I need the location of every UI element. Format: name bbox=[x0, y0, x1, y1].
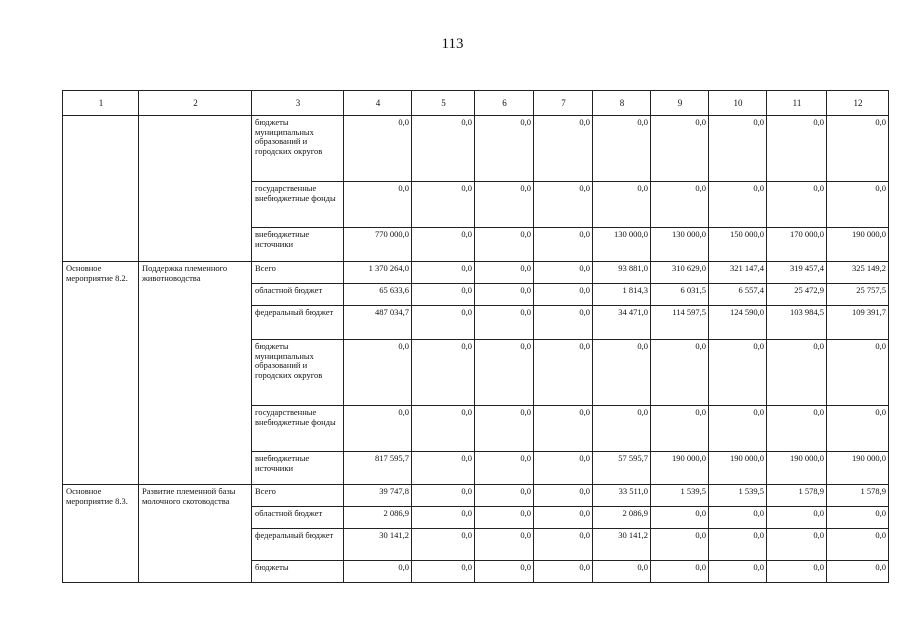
value-cell: 0,0 bbox=[412, 228, 475, 262]
value-cell: 25 757,5 bbox=[827, 284, 889, 306]
value-cell: 0,0 bbox=[475, 340, 534, 406]
value-cell: 0,0 bbox=[475, 561, 534, 583]
value-cell: 0,0 bbox=[709, 529, 767, 561]
event-name-cell bbox=[139, 116, 252, 262]
source-cell: внебюджетные источники bbox=[252, 228, 344, 262]
value-cell: 34 471,0 bbox=[593, 306, 651, 340]
value-cell: 0,0 bbox=[412, 452, 475, 485]
table-row bbox=[63, 485, 889, 507]
value-cell: 0,0 bbox=[412, 561, 475, 583]
value-cell: 0,0 bbox=[534, 116, 593, 182]
value-cell: 0,0 bbox=[709, 507, 767, 529]
event-name-cell: Развитие племенной базы молочного скотоводства bbox=[139, 485, 252, 583]
value-cell: 33 511,0 bbox=[593, 485, 651, 507]
column-header: 6 bbox=[475, 91, 534, 116]
value-cell: 0,0 bbox=[344, 116, 412, 182]
source-cell: государственные внебюджетные фонды bbox=[252, 182, 344, 228]
value-cell: 2 086,9 bbox=[593, 507, 651, 529]
value-cell: 0,0 bbox=[651, 340, 709, 406]
value-cell: 0,0 bbox=[534, 262, 593, 284]
value-cell: 0,0 bbox=[709, 182, 767, 228]
value-cell: 1 539,5 bbox=[651, 485, 709, 507]
value-cell: 0,0 bbox=[709, 116, 767, 182]
value-cell: 2 086,9 bbox=[344, 507, 412, 529]
value-cell: 1 578,9 bbox=[827, 485, 889, 507]
value-cell: 0,0 bbox=[475, 228, 534, 262]
event-cell bbox=[63, 116, 139, 262]
source-cell: Всего bbox=[252, 262, 344, 284]
value-cell: 0,0 bbox=[475, 284, 534, 306]
value-cell: 0,0 bbox=[475, 507, 534, 529]
value-cell: 0,0 bbox=[412, 262, 475, 284]
value-cell: 0,0 bbox=[651, 406, 709, 452]
value-cell: 103 984,5 bbox=[767, 306, 827, 340]
value-cell: 0,0 bbox=[534, 485, 593, 507]
value-cell: 0,0 bbox=[593, 561, 651, 583]
value-cell: 0,0 bbox=[412, 529, 475, 561]
source-cell: федеральный бюджет bbox=[252, 306, 344, 340]
value-cell: 319 457,4 bbox=[767, 262, 827, 284]
value-cell: 0,0 bbox=[534, 284, 593, 306]
value-cell: 190 000,0 bbox=[827, 452, 889, 485]
value-cell: 0,0 bbox=[412, 507, 475, 529]
value-cell: 321 147,4 bbox=[709, 262, 767, 284]
value-cell: 93 881,0 bbox=[593, 262, 651, 284]
value-cell: 30 141,2 bbox=[344, 529, 412, 561]
value-cell: 0,0 bbox=[827, 182, 889, 228]
value-cell: 0,0 bbox=[827, 116, 889, 182]
value-cell: 0,0 bbox=[593, 116, 651, 182]
table-row bbox=[63, 116, 889, 182]
column-header: 3 bbox=[252, 91, 344, 116]
column-header: 4 bbox=[344, 91, 412, 116]
value-cell: 0,0 bbox=[412, 306, 475, 340]
value-cell: 0,0 bbox=[593, 406, 651, 452]
value-cell: 0,0 bbox=[593, 182, 651, 228]
value-cell: 1 539,5 bbox=[709, 485, 767, 507]
value-cell: 0,0 bbox=[709, 561, 767, 583]
value-cell: 30 141,2 bbox=[593, 529, 651, 561]
value-cell: 6 557,4 bbox=[709, 284, 767, 306]
column-header: 9 bbox=[651, 91, 709, 116]
source-cell: областной бюджет bbox=[252, 507, 344, 529]
value-cell: 0,0 bbox=[767, 182, 827, 228]
value-cell: 0,0 bbox=[827, 561, 889, 583]
value-cell: 25 472,9 bbox=[767, 284, 827, 306]
value-cell: 0,0 bbox=[534, 452, 593, 485]
value-cell: 0,0 bbox=[475, 529, 534, 561]
event-name-cell: Поддержка племенного животноводства bbox=[139, 262, 252, 485]
value-cell: 0,0 bbox=[412, 182, 475, 228]
value-cell: 114 597,5 bbox=[651, 306, 709, 340]
value-cell: 0,0 bbox=[651, 529, 709, 561]
value-cell: 0,0 bbox=[475, 306, 534, 340]
value-cell: 0,0 bbox=[475, 262, 534, 284]
value-cell: 130 000,0 bbox=[651, 228, 709, 262]
value-cell: 1 814,3 bbox=[593, 284, 651, 306]
source-cell: внебюджетные источники bbox=[252, 452, 344, 485]
value-cell: 0,0 bbox=[534, 529, 593, 561]
value-cell: 310 629,0 bbox=[651, 262, 709, 284]
event-cell: Основное мероприятие 8.3. bbox=[63, 485, 139, 583]
page-number: 113 bbox=[441, 36, 464, 52]
value-cell: 0,0 bbox=[651, 116, 709, 182]
column-header: 12 bbox=[827, 91, 889, 116]
value-cell: 39 747,8 bbox=[344, 485, 412, 507]
value-cell: 0,0 bbox=[412, 406, 475, 452]
value-cell: 0,0 bbox=[767, 561, 827, 583]
value-cell: 0,0 bbox=[475, 182, 534, 228]
value-cell: 487 034,7 bbox=[344, 306, 412, 340]
column-header: 11 bbox=[767, 91, 827, 116]
value-cell: 817 595,7 bbox=[344, 452, 412, 485]
value-cell: 0,0 bbox=[475, 452, 534, 485]
source-cell: бюджеты муниципальных образований и городских округов bbox=[252, 116, 344, 182]
event-cell: Основное мероприятие 8.2. bbox=[63, 262, 139, 485]
value-cell: 0,0 bbox=[534, 228, 593, 262]
source-cell: федеральный бюджет bbox=[252, 529, 344, 561]
value-cell: 6 031,5 bbox=[651, 284, 709, 306]
value-cell: 0,0 bbox=[475, 406, 534, 452]
value-cell: 0,0 bbox=[827, 340, 889, 406]
value-cell: 0,0 bbox=[651, 561, 709, 583]
value-cell: 0,0 bbox=[344, 406, 412, 452]
value-cell: 325 149,2 bbox=[827, 262, 889, 284]
value-cell: 0,0 bbox=[534, 507, 593, 529]
column-header: 2 bbox=[139, 91, 252, 116]
value-cell: 0,0 bbox=[651, 507, 709, 529]
value-cell: 109 391,7 bbox=[827, 306, 889, 340]
value-cell: 0,0 bbox=[534, 406, 593, 452]
value-cell: 0,0 bbox=[827, 529, 889, 561]
value-cell: 0,0 bbox=[475, 485, 534, 507]
header-row bbox=[63, 91, 889, 116]
column-header: 10 bbox=[709, 91, 767, 116]
column-header: 8 bbox=[593, 91, 651, 116]
value-cell: 1 578,9 bbox=[767, 485, 827, 507]
value-cell: 190 000,0 bbox=[767, 452, 827, 485]
value-cell: 0,0 bbox=[767, 529, 827, 561]
budget-table bbox=[62, 90, 889, 583]
column-header: 5 bbox=[412, 91, 475, 116]
value-cell: 0,0 bbox=[767, 406, 827, 452]
value-cell: 124 590,0 bbox=[709, 306, 767, 340]
value-cell: 0,0 bbox=[651, 182, 709, 228]
value-cell: 65 633,6 bbox=[344, 284, 412, 306]
value-cell: 0,0 bbox=[827, 507, 889, 529]
value-cell: 170 000,0 bbox=[767, 228, 827, 262]
value-cell: 0,0 bbox=[827, 406, 889, 452]
source-cell: бюджеты муниципальных образований и городских округов bbox=[252, 340, 344, 406]
value-cell: 57 595,7 bbox=[593, 452, 651, 485]
value-cell: 150 000,0 bbox=[709, 228, 767, 262]
value-cell: 0,0 bbox=[412, 485, 475, 507]
value-cell: 0,0 bbox=[344, 340, 412, 406]
source-cell: бюджеты bbox=[252, 561, 344, 583]
value-cell: 0,0 bbox=[534, 182, 593, 228]
value-cell: 190 000,0 bbox=[709, 452, 767, 485]
source-cell: Всего bbox=[252, 485, 344, 507]
value-cell: 130 000,0 bbox=[593, 228, 651, 262]
source-cell: областной бюджет bbox=[252, 284, 344, 306]
value-cell: 0,0 bbox=[534, 340, 593, 406]
value-cell: 0,0 bbox=[412, 340, 475, 406]
column-header: 7 bbox=[534, 91, 593, 116]
value-cell: 1 370 264,0 bbox=[344, 262, 412, 284]
value-cell: 0,0 bbox=[344, 182, 412, 228]
value-cell: 0,0 bbox=[709, 406, 767, 452]
value-cell: 0,0 bbox=[412, 284, 475, 306]
value-cell: 0,0 bbox=[475, 116, 534, 182]
value-cell: 0,0 bbox=[344, 561, 412, 583]
value-cell: 0,0 bbox=[767, 116, 827, 182]
value-cell: 770 000,0 bbox=[344, 228, 412, 262]
value-cell: 0,0 bbox=[709, 340, 767, 406]
value-cell: 0,0 bbox=[534, 561, 593, 583]
table-row bbox=[63, 262, 889, 284]
column-header: 1 bbox=[63, 91, 139, 116]
source-cell: государственные внебюджетные фонды bbox=[252, 406, 344, 452]
value-cell: 0,0 bbox=[412, 116, 475, 182]
value-cell: 190 000,0 bbox=[651, 452, 709, 485]
value-cell: 190 000,0 bbox=[827, 228, 889, 262]
value-cell: 0,0 bbox=[593, 340, 651, 406]
value-cell: 0,0 bbox=[534, 306, 593, 340]
value-cell: 0,0 bbox=[767, 340, 827, 406]
value-cell: 0,0 bbox=[767, 507, 827, 529]
